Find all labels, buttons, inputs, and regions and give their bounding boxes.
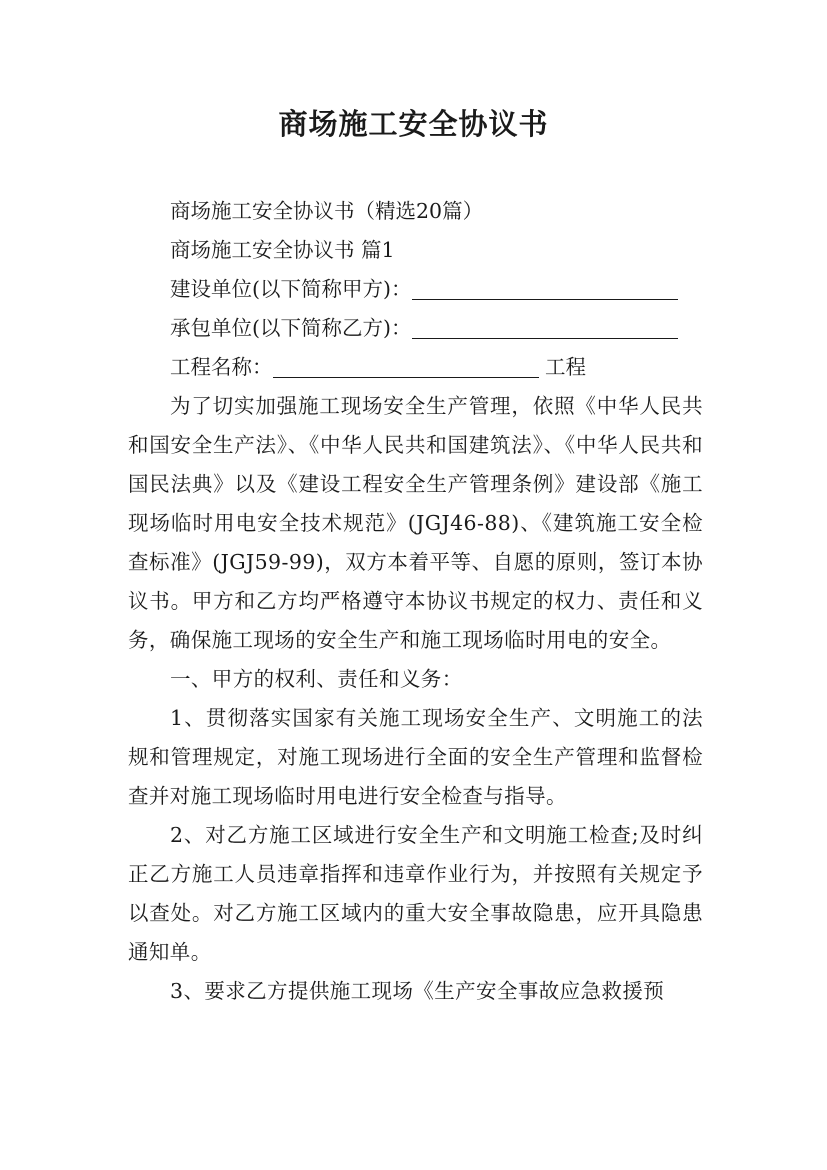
party-b-line [128, 309, 703, 348]
party-a-label: 建设单位(以下简称甲方)： [170, 277, 412, 301]
project-name-blank [273, 351, 539, 378]
project-line [128, 348, 703, 387]
section-heading: 商场施工安全协议书 篇1 [170, 238, 395, 262]
intro-paragraph: 为了切实加强施工现场安全生产管理，依照《中华人民共和国安全生产法》、《中华人民共和国建筑法》、《中华人民共和国民法典》以及《建设工程安全生产管理条例》建设部《施工现场临时用电安全技术规范》(JGJ46-88)、《建筑施工安全检查标准》(JGJ59-99)，双方本着平等、自愿的原则，签订本协议书。甲方和乙方均严格遵守本协议书规定的权力、责任和义务，确保施工现场的安全生产和施工现场临时用电的安全。 [128, 394, 703, 652]
subtitle-line: 商场施工安全协议书（精选20篇） [170, 199, 484, 223]
project-suffix: 工程 [545, 355, 587, 379]
clause-1: 1、贯彻落实国家有关施工现场安全生产、文明施工的法规和管理规定，对施工现场进行全面的安全生产管理和监督检查并对施工现场临时用电进行安全检查与指导。 [128, 706, 703, 808]
party-a-line [128, 270, 703, 309]
project-label: 工程名称： [170, 355, 273, 379]
clause-2: 2、对乙方施工区域进行安全生产和文明施工检查;及时纠正乙方施工人员违章指挥和违章作业行为，并按照有关规定予以查处。对乙方施工区域内的重大安全事故隐患，应开具隐患通知单。 [128, 823, 703, 964]
party-a-blank [412, 273, 678, 300]
party-b-blank [412, 312, 678, 339]
section-heading-party-a: 一、甲方的权利、责任和义务： [170, 667, 463, 691]
document-body [128, 192, 703, 1011]
clause-3: 3、要求乙方提供施工现场《生产安全事故应急救援预 [170, 979, 665, 1003]
document-title: 商场施工安全协议书 [278, 107, 549, 141]
party-b-label: 承包单位(以下简称乙方)： [170, 316, 412, 340]
